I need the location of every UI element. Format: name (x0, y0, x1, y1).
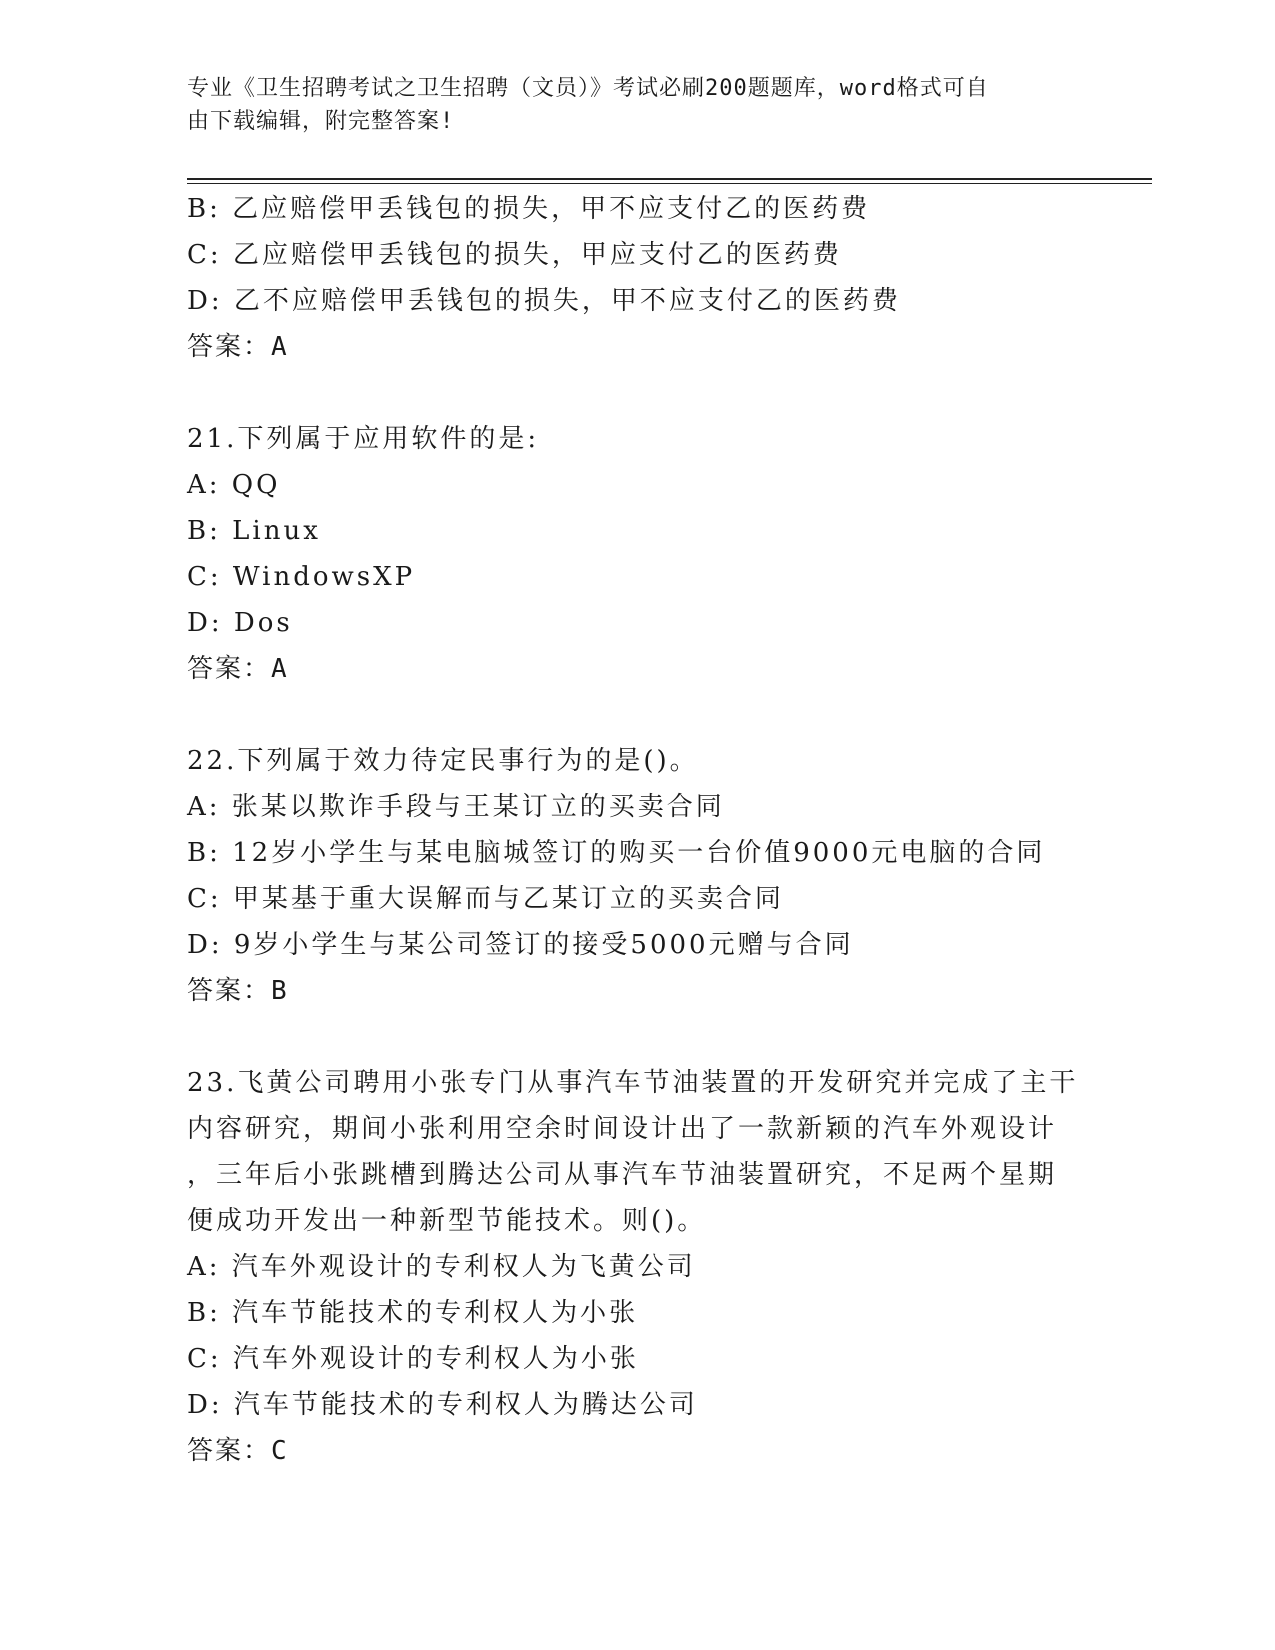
question-stem: 22.下列属于效力待定民事行为的是()。 (187, 746, 699, 776)
question-stem-line-1: 23.飞黄公司聘用小张专门从事汽车节油装置的开发研究并完成了主干 (187, 1068, 1079, 1098)
option-d: D: 汽车节能技术的专利权人为腾达公司 (187, 1390, 698, 1420)
answer-label: 答案： (187, 654, 272, 684)
document-body (187, 186, 1087, 1474)
question-stem: 21.下列属于应用软件的是: (187, 424, 540, 454)
option-a: A: 汽车外观设计的专利权人为飞黄公司 (187, 1252, 696, 1282)
question-21 (187, 416, 1087, 692)
option-b: B: Linux (187, 516, 321, 546)
header-divider (187, 178, 1152, 184)
answer-value: A (271, 332, 289, 362)
answer-line (187, 1428, 1087, 1474)
answer-label: 答案： (187, 976, 272, 1006)
question-stem-line-4: 便成功开发出一种新型节能技术。则()。 (187, 1206, 707, 1236)
answer-line (187, 646, 1087, 692)
option-a: A: 张某以欺诈手段与王某订立的买卖合同 (187, 792, 725, 822)
header-line-2: 由下载编辑，附完整答案! (187, 109, 455, 134)
answer-value: B (271, 976, 289, 1006)
option-d: D: 9岁小学生与某公司签订的接受5000元赠与合同 (187, 930, 854, 960)
option-c: C: 甲某基于重大误解而与乙某订立的买卖合同 (187, 884, 784, 914)
answer-value: C (271, 1436, 289, 1466)
option-c: C: 乙应赔偿甲丢钱包的损失，甲应支付乙的医药费 (187, 240, 842, 270)
answer-line (187, 324, 1087, 370)
answer-value: A (271, 654, 289, 684)
answer-line (187, 968, 1087, 1014)
option-a: A: QQ (187, 470, 281, 500)
option-c: C: 汽车外观设计的专利权人为小张 (187, 1344, 639, 1374)
option-c: C: WindowsXP (187, 562, 416, 592)
spacer (187, 692, 1087, 738)
option-b: B: 12岁小学生与某电脑城签订的购买一台价值9000元电脑的合同 (187, 838, 1046, 868)
option-d: D: Dos (187, 608, 293, 638)
document-header (187, 72, 1067, 138)
spacer (187, 370, 1087, 416)
option-b: B: 汽车节能技术的专利权人为小张 (187, 1298, 639, 1328)
question-stem-line-2: 内容研究，期间小张利用空余时间设计出了一款新颖的汽车外观设计 (187, 1114, 1058, 1144)
question-22 (187, 738, 1087, 1014)
spacer (187, 1014, 1087, 1060)
header-line-1: 专业《卫生招聘考试之卫生招聘（文员）》考试必刷200题题库，word格式可自 (187, 76, 989, 101)
question-23 (187, 1060, 1087, 1474)
option-d: D: 乙不应赔偿甲丢钱包的损失，甲不应支付乙的医药费 (187, 286, 901, 316)
answer-label: 答案： (187, 332, 272, 362)
answer-label: 答案： (187, 1436, 272, 1466)
question-stem-line-3: ，三年后小张跳槽到腾达公司从事汽车节油装置研究，不足两个星期 (187, 1160, 1058, 1190)
option-b: B: 乙应赔偿甲丢钱包的损失，甲不应支付乙的医药费 (187, 194, 871, 224)
question-20-continued (187, 186, 1087, 370)
